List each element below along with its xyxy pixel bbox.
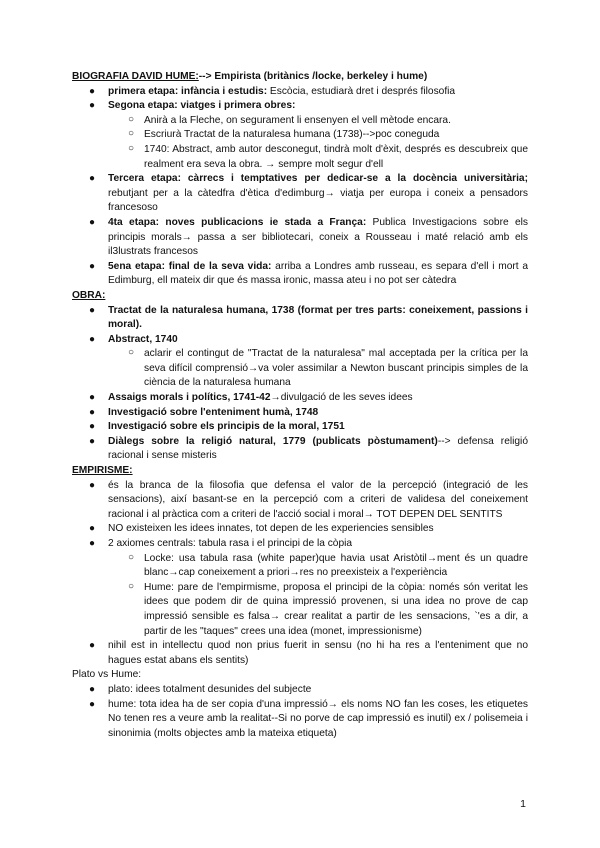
- obra-heading: OBRA:: [72, 289, 106, 301]
- obra-item-title: Investigació sobre els principis de la moral, 1751: [108, 421, 345, 433]
- obra-item-3: [72, 391, 528, 406]
- empirisme-item-text: nihil est in intellectu quod non prius fuerit in sensu (no hi ha res a l'enteniment que no hagues estat abans els sentits): [108, 640, 528, 666]
- circle-bullet-icon: ○: [128, 142, 135, 154]
- bio-item-title: 4ta etapa: noves publicacions ie stada a França:: [108, 216, 367, 228]
- bullet-icon: ●: [89, 304, 96, 316]
- obra-list: [72, 304, 528, 465]
- bio-subitem-text: Escriurà Tractat de la naturalesa humana (1738)-->poc coneguda: [144, 129, 440, 141]
- bullet-icon: ●: [89, 683, 96, 695]
- bullet-icon: ●: [89, 435, 96, 447]
- obra-item-title: Tractat de la naturalesa humana, 1738 (format per tres parts: coneixement, passions i moral).: [108, 304, 528, 331]
- empirisme-item-text: és la branca de la filosofia que defensa el valor de la percepció (integració de les sensacions), així basant-se en la percepció com a criteri de validesa del coneixement racional i al pràctica com a criteri de l'acció social i moral→ TOT DEPEN DEL SENTITS: [108, 479, 528, 520]
- bio-subitem-3: [72, 143, 528, 172]
- plato-item-text: hume: tota idea ha de ser copia d'una impressió→ els noms NO fan les coses, les etiquetes No tenen res a veure amb la realitat--Si no porve de cap impressió es inutil) ex / polisemeia i sinonimia (molts objectes amb la mateixa etiqueta): [108, 698, 528, 739]
- bullet-icon: ●: [89, 260, 96, 272]
- empirisme-item-text: NO existeixen les idees innates, tot depen de les experiencies sensibles: [108, 523, 434, 535]
- circle-bullet-icon: ○: [128, 347, 135, 359]
- bullet-icon: ●: [89, 698, 96, 710]
- empirisme-list: [72, 479, 528, 669]
- bullet-icon: ●: [89, 216, 96, 228]
- bio-subitem-2: [72, 128, 528, 143]
- bio-item-5: [72, 260, 528, 289]
- bullet-icon: ●: [89, 392, 96, 404]
- empirisme-subitem-2: [72, 581, 528, 639]
- plato-list: [72, 683, 528, 741]
- bio-item-3: [72, 172, 528, 216]
- empirisme-item-4: [72, 639, 528, 668]
- bullet-icon: ●: [89, 333, 96, 345]
- bio-item-text: Publica Investigacions sobre els principis morals→ passa a ser bibliotecari, coneix a Rousseau i maté relació amb els il3lustrats francesos: [108, 216, 528, 258]
- obra-subitem-1: [72, 347, 528, 391]
- empirisme-heading: EMPIRISME:: [72, 465, 133, 477]
- obra-item-6: [72, 435, 528, 464]
- bio-item-2: [72, 99, 528, 114]
- bio-heading-rest: --> Empirista (britànics /locke, berkeley i hume): [198, 71, 428, 82]
- bio-item-text: Escòcia, estudiarà dret i després filosofia: [267, 85, 456, 97]
- bullet-icon: ●: [89, 421, 96, 433]
- obra-item-title: Abstract, 1740: [108, 333, 178, 345]
- obra-item-1: [72, 304, 528, 333]
- bio-heading: [72, 70, 528, 85]
- plato-item-1: [72, 683, 528, 698]
- empirisme-subitem-text: Hume: pare de l'empirmisme, proposa el principi de la còpia: només són veritat les idees que podem dir de quina impressió provenen, si una idea no prove de cap impressió sensible es falsa→ crear realitat a partir de les sensacions, `'es a dir, a partir de les "taques" crees una idea (monet, impressionisme): [144, 581, 528, 637]
- obra-item-5: [72, 420, 528, 435]
- circle-bullet-icon: ○: [128, 128, 135, 140]
- obra-item-title: Investigació sobre l'enteniment humà, 1748: [108, 406, 319, 418]
- obra-item-title: Diàlegs sobre la religió natural, 1779 (publicats pòstumament): [108, 435, 438, 447]
- obra-subitem-text: aclarir el contingut de "Tractat de la naturalesa" mal acceptada per la crítica per la seva difícil comprensió→va voler assimilar a Newton buscant principis simples de la ciència de la naturalesa humana: [144, 348, 528, 389]
- bio-item-title: Tercera etapa: càrrecs i temptatives per dedicar-se a la docència universitària;: [108, 173, 528, 185]
- bio-subitem-text: Anirà a la Fleche, on segurament li ensenyen el vell mètode encara.: [144, 114, 451, 126]
- bio-item-title: 5ena etapa: final de la seva vida:: [108, 260, 272, 272]
- bio-item-1: [72, 85, 528, 100]
- bullet-icon: ●: [89, 479, 96, 491]
- bio-item-title: primera etapa: infància i estudis:: [108, 85, 268, 97]
- bio-subitem-1: [72, 114, 528, 129]
- empirisme-item-2: [72, 522, 528, 537]
- bullet-icon: ●: [89, 173, 96, 185]
- obra-item-title: Assaigs morals i polítics, 1741-42: [108, 392, 271, 404]
- obra-item-text: --> defensa religió racional i sense misteris: [108, 435, 528, 462]
- bio-item-text: arriba a Londres amb russeau, es separa d'ell i mort a Edimburg, ell mateix dir que és massa ironic, massa ateu i no pot ser càtedra: [108, 260, 528, 287]
- bio-item-4: [72, 216, 528, 260]
- circle-bullet-icon: ○: [128, 551, 135, 563]
- bullet-icon: ●: [89, 100, 96, 112]
- bullet-icon: ●: [89, 523, 96, 535]
- empirisme-item-3: [72, 537, 528, 552]
- empirisme-subitem-text: Locke: usa tabula rasa (white paper)que havia usat Aristòtil→ment és un quadre blanc→cap coneixement a priori→res no preexisteix a l'experiència: [144, 552, 528, 579]
- bullet-icon: ●: [89, 406, 96, 418]
- plato-item-2: [72, 698, 528, 742]
- circle-bullet-icon: ○: [128, 580, 135, 592]
- bullet-icon: ●: [89, 640, 96, 652]
- empirisme-subitem-1: [72, 552, 528, 581]
- bio-list: [72, 85, 528, 289]
- bullet-icon: ●: [89, 85, 96, 97]
- obra-item-2: [72, 333, 528, 348]
- empirisme-item-text: 2 axiomes centrals: tabula rasa i el principi de la còpia: [108, 538, 353, 549]
- plato-item-text: plato: idees totalment desunides del subjecte: [108, 683, 312, 695]
- bio-item-title: Segona etapa: viatges i primera obres:: [108, 100, 296, 112]
- bio-heading-title: BIOGRAFIA DAVID HUME:: [72, 71, 199, 82]
- bullet-icon: ●: [89, 538, 96, 549]
- document-page: [72, 70, 528, 741]
- obra-item-text: →divulgació de les seves idees: [270, 392, 413, 404]
- plato-heading: Plato vs Hume:: [72, 669, 142, 681]
- circle-bullet-icon: ○: [128, 113, 135, 125]
- bio-subitem-text: 1740: Abstract, amb autor desconegut, tindrà molt d'èxit, després es descubreix que realment era seva la obra. → sempre molt segur d'ell: [144, 143, 528, 170]
- obra-item-4: [72, 406, 528, 421]
- bio-item-text: rebutjant per a la càtedfra d'ètica d'edimburg→ viatja per europa i coneix a pensadors francesoso: [108, 187, 528, 214]
- empirisme-item-1: [72, 479, 528, 523]
- page-number: 1: [520, 798, 526, 810]
